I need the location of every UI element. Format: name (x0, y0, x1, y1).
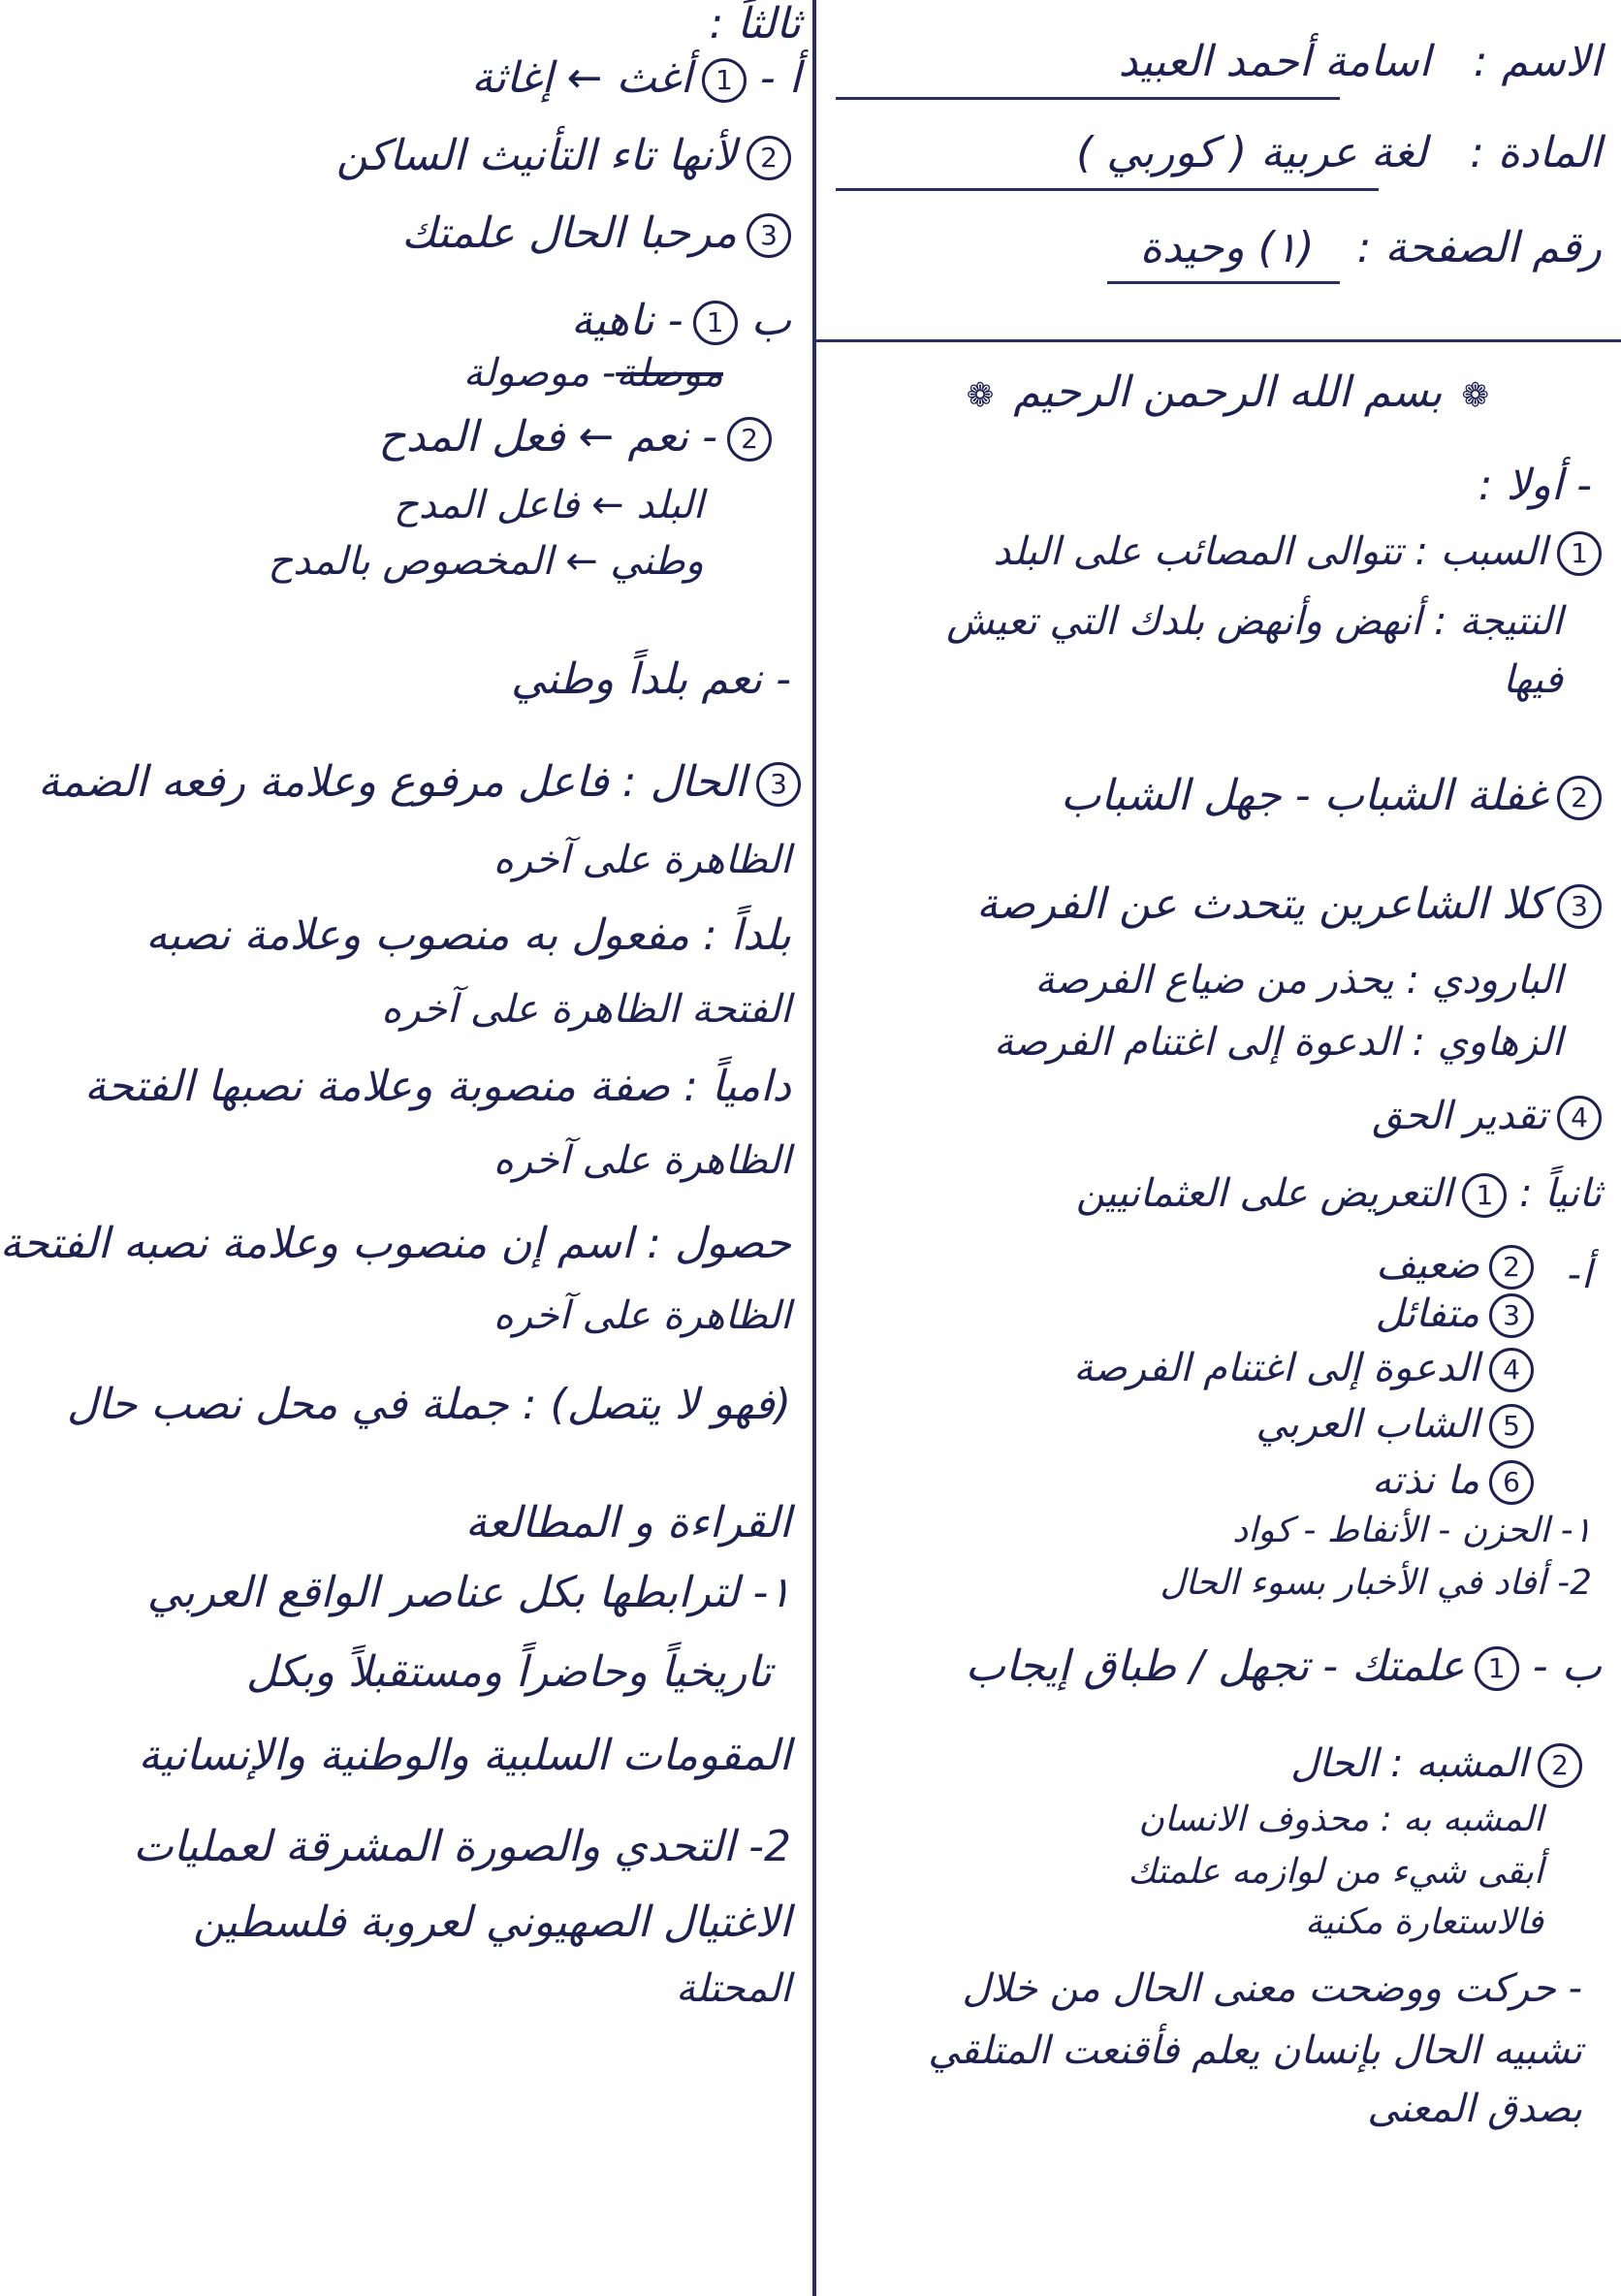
s2-item3-number: 3 (1489, 1293, 1534, 1338)
q3-line1: 3كلا الشاعرين يتحدث عن الفرصة (976, 880, 1602, 929)
s2-bb-number: 2 (1538, 1743, 1582, 1788)
name-value: اسامة أحمد العبيد (1118, 37, 1431, 86)
b2-line2: البلد ← فاعل المدح (394, 483, 704, 527)
s2-bb6: تشبيه الحال بإنسان يعلم فأقنعت المتلقي (928, 2028, 1582, 2073)
subject-underline (836, 188, 1379, 191)
vertical-divider (812, 0, 816, 2296)
a3-number: 3 (747, 213, 791, 258)
q3-line2: البارودي : يحذر من ضياع الفرصة (1034, 958, 1563, 1003)
ornament-right-icon: ❁ (966, 376, 995, 415)
b3-line5: دامياً : صفة منصوبة وعلامة نصبها الفتحة (83, 1062, 791, 1111)
b3-line9: (فهو لا يتصل) : جملة في محل نصب حال (66, 1380, 791, 1429)
q1-line2: النتيجة : أنهض وأنهض بلدك التي تعيش (946, 599, 1563, 644)
q1-number: 1 (1557, 531, 1602, 576)
s2-item2: 2ضعيف (1376, 1241, 1534, 1290)
b1-line: ب 1- ناهية (570, 296, 791, 345)
r2-line3: المحتلة (675, 1966, 791, 2011)
s2-prefix-a: أ- (1567, 1253, 1592, 1297)
b3-line8: الظاهرة على آخره (493, 1293, 791, 1338)
s2-item5-number: 5 (1489, 1404, 1534, 1449)
name-label: الاسم : (1473, 37, 1602, 86)
b1-struck-word: موصلة (616, 351, 723, 396)
a1-number: 1 (702, 58, 747, 103)
basmala: ❁ بسم الله الرحمن الرحيم ❁ (961, 368, 1495, 420)
b3-line3: بلداً : مفعول به منصوب وعلامة نصبه (145, 910, 791, 960)
page-field (1140, 221, 1602, 275)
b2-number: 2 (727, 417, 772, 462)
reading-title: القراءة و المطالعة (464, 1498, 791, 1547)
s2-b2: 2- أفاد في الأخبار بسوء الحال (1160, 1563, 1592, 1603)
s2-item1: ثانياً : 1التعريض على العثمانيين (1075, 1171, 1602, 1216)
s2-item5: 5الشاب العربي (1255, 1400, 1534, 1449)
q3-number: 3 (1557, 884, 1602, 929)
page-underline (1107, 281, 1340, 284)
page-label: رقم الصفحة : (1356, 223, 1602, 272)
page-value: (١) وحيدة (1139, 223, 1315, 272)
r1-line1: ١- لترابطها بكل عناصر الواقع العربي (146, 1568, 791, 1617)
a2-number: 2 (747, 136, 791, 180)
s2-bb2: المشبه به : محذوف الانسان (1138, 1800, 1543, 1839)
a1-line: أ - 1أغث ← إغاثة (471, 53, 801, 103)
b3-line7: حصول : اسم إن منصوب وعلامة نصبه الفتحة (0, 1219, 791, 1268)
b2-line3: وطني ← المخصوص بالمدح (268, 539, 704, 584)
s2-bb5: - حركت ووضحت معنى الحال من خلال (962, 1966, 1582, 2011)
q2-line1: 2غفلة الشباب - جهل الشباب (1061, 772, 1602, 820)
s2-bb7: بصدق المعنى (1367, 2087, 1582, 2131)
b3-line4: الفتحة الظاهرة على آخره (381, 987, 791, 1032)
section3-title: ثالثاً : (709, 0, 801, 48)
b-sentence: - نعم بلداً وطني (511, 654, 791, 704)
right-column (826, 0, 1602, 2296)
s2-item3: 3متفائل (1376, 1290, 1534, 1338)
name-underline (836, 97, 1340, 100)
subject-value: لغة عربية ( كوربي ) (1076, 128, 1428, 177)
s2-item4-number: 4 (1489, 1348, 1534, 1392)
name-field (1119, 35, 1602, 89)
b1-number: 1 (693, 301, 738, 345)
b3-line1: 3الحال : فاعل مرفوع وعلامة رفعه الضمة (38, 758, 801, 807)
s2-item2-number: 2 (1489, 1245, 1534, 1290)
ornament-left-icon: ❁ (1461, 376, 1489, 415)
q1-line1: 1السبب : تتوالى المصائب على البلد (993, 527, 1602, 576)
b2-line1: 2- نعم ← فعل المدح (378, 413, 772, 462)
b3-line6: الظاهرة على آخره (493, 1138, 791, 1183)
b1-correction: موصلة- موصولة (462, 351, 723, 396)
subject-field (1076, 126, 1602, 180)
a3-line: 3مرحبا الحال علمتك (401, 209, 791, 258)
r1-line2: تاريخياً وحاضراً ومستقبلاً وبكل (245, 1647, 772, 1697)
subject-label: المادة : (1470, 128, 1602, 177)
q2-number: 2 (1557, 776, 1602, 820)
s2-ba-number: 1 (1475, 1646, 1519, 1691)
q4-line1: 4تقدير الحق (1372, 1092, 1602, 1140)
q4-number: 4 (1557, 1096, 1602, 1140)
q3-line3: الزهاوي : الدعوة إلى اغتنام الفرصة (994, 1020, 1563, 1065)
s2-bb4: فالاستعارة مكنية (1305, 1902, 1543, 1942)
s2-b1: ١- الحزن - الأنفاط - كواد (1232, 1511, 1592, 1550)
b3-line2: الظاهرة على آخره (493, 838, 791, 882)
r1-line3: المقومات السلبية والوطنية والإنسانية (138, 1731, 791, 1780)
b3-number: 3 (756, 762, 801, 807)
r2-line2: الاغتيال الصهيوني لعروبة فلسطين (193, 1897, 791, 1947)
section1-title: - أولا : (1478, 461, 1592, 510)
s2-item1-number: 1 (1462, 1173, 1507, 1218)
s2-item6: 6ما نذته (1372, 1456, 1534, 1505)
s2-ba: ب - 1علمتك - تجهل / طباق إيجاب (965, 1642, 1602, 1691)
s2-item4: 4الدعوة إلى اغتنام الفرصة (1073, 1344, 1534, 1392)
left-column (0, 0, 801, 2296)
s2-item6-number: 6 (1489, 1460, 1534, 1505)
q1-line3: فيها (1503, 657, 1563, 702)
r2-line1: 2- التحدي والصورة المشرقة لعمليات (133, 1822, 791, 1871)
s2-bb1: 2المشبه : الحال (1290, 1739, 1582, 1788)
s2-bb3: أبقى شيء من لوازمه علمتك (1128, 1852, 1543, 1892)
a2-line: 2لأنها تاء التأنيث الساكن (336, 132, 791, 180)
